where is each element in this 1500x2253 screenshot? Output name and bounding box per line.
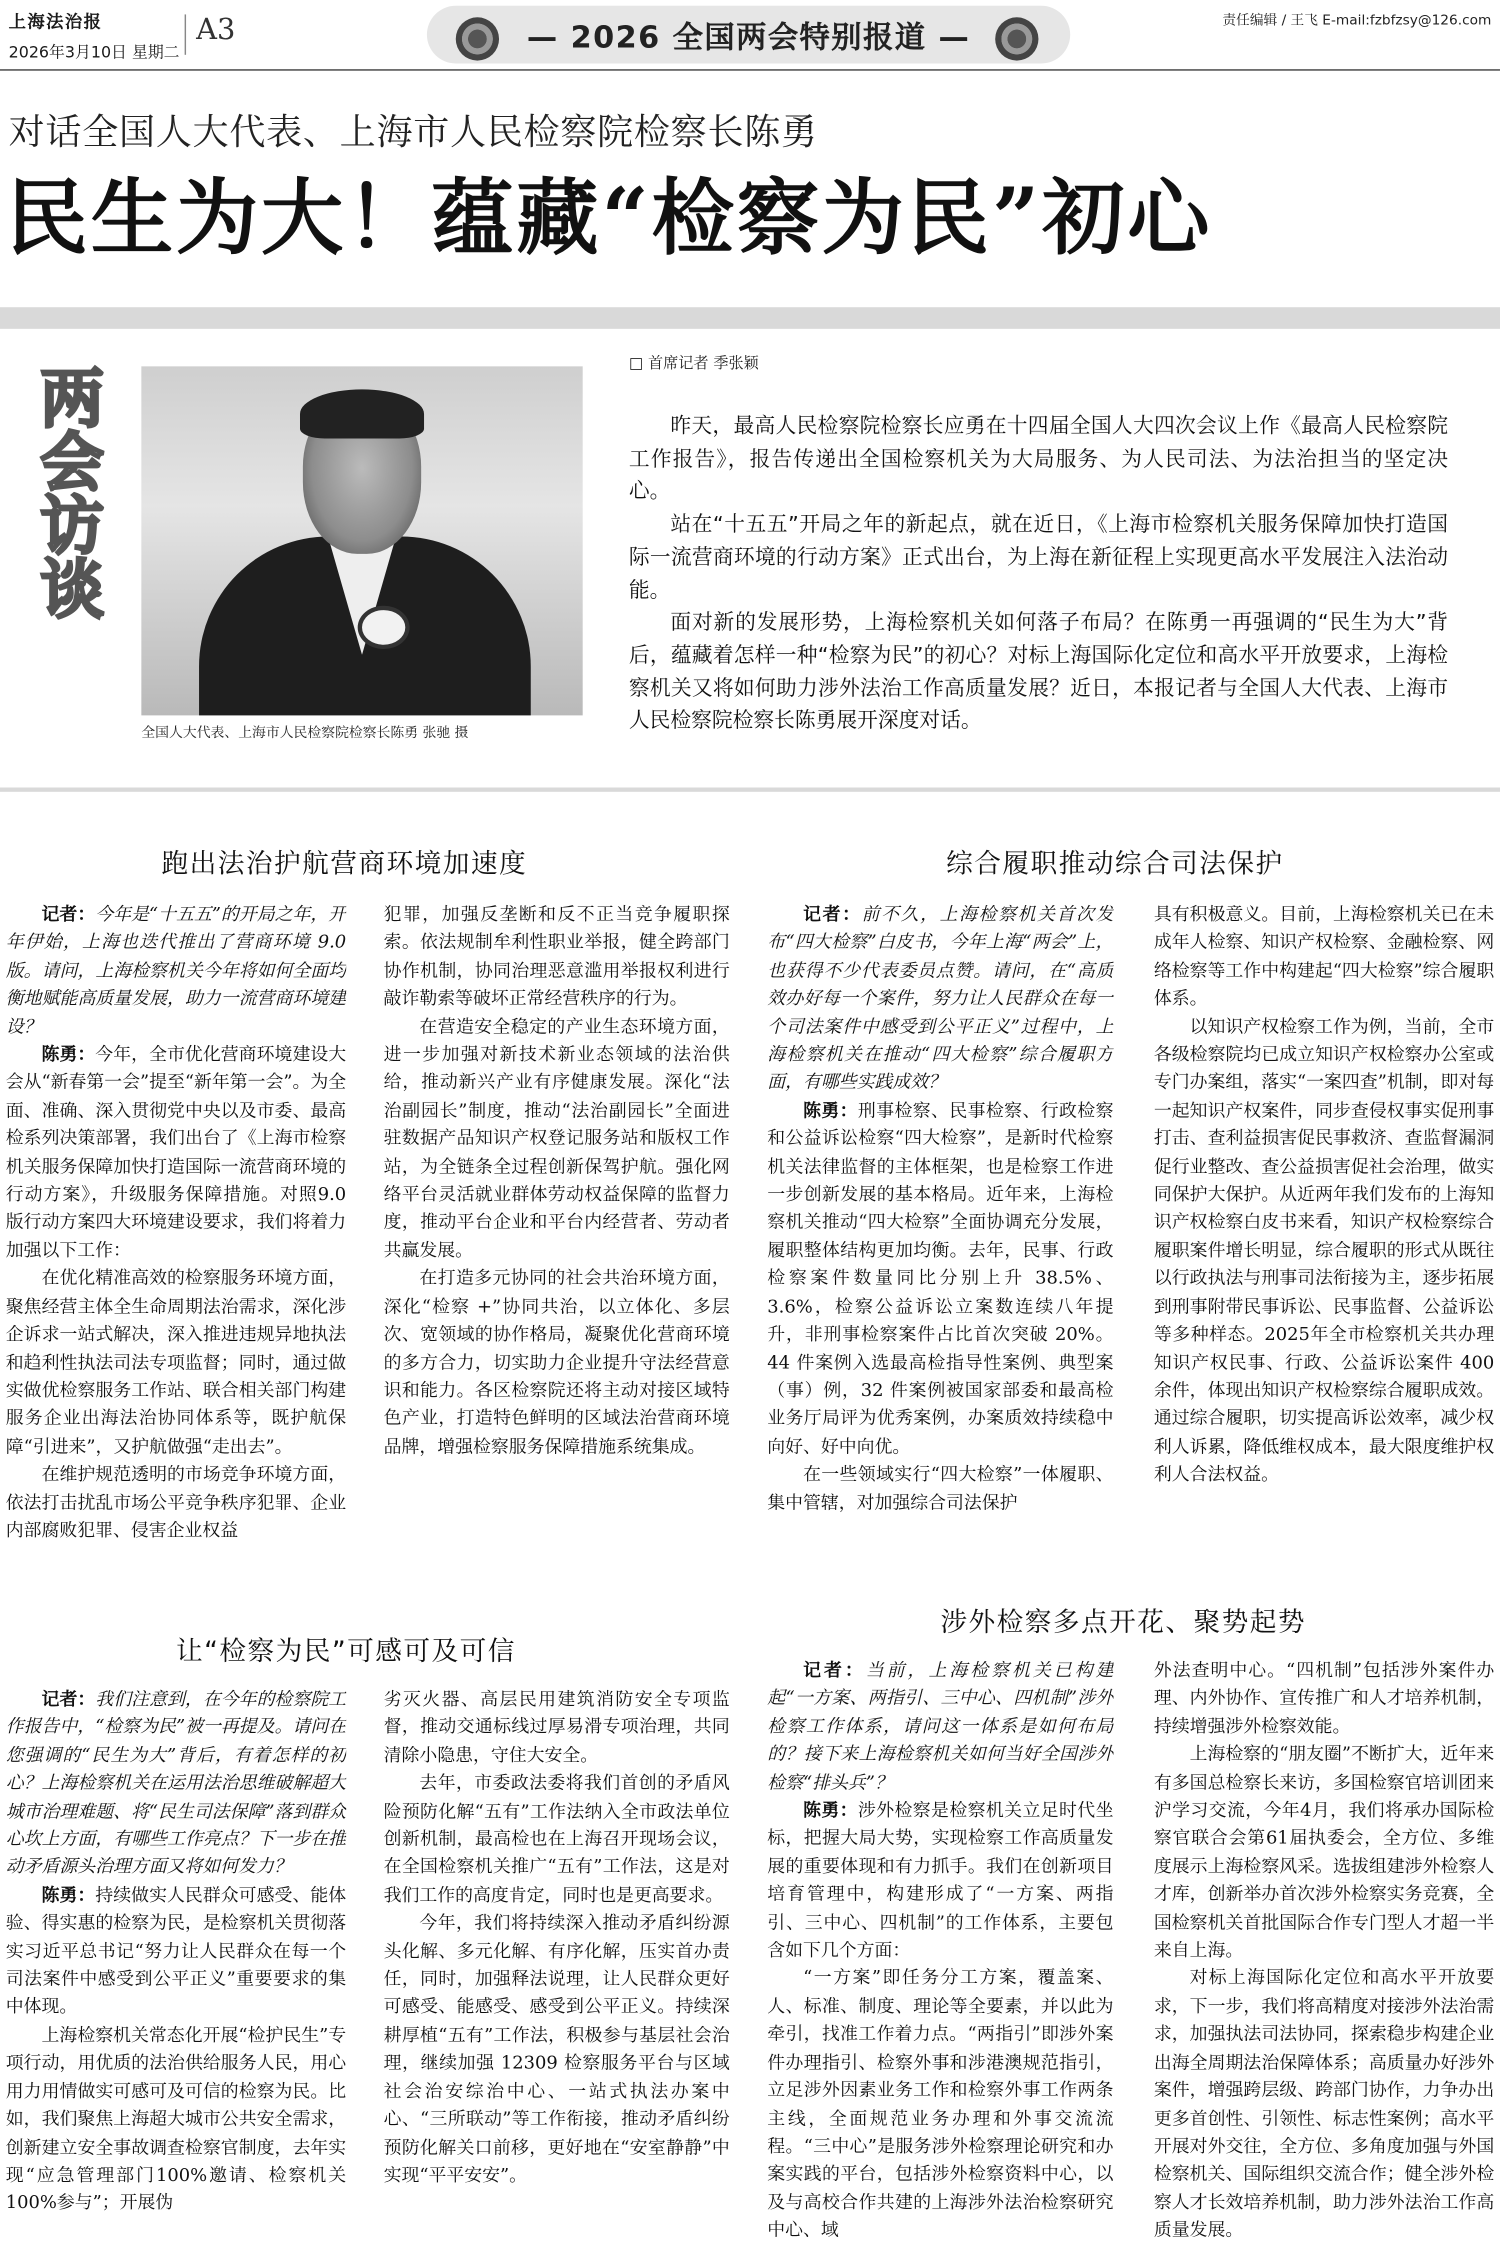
- article-paragraph: [1154, 1012, 1494, 1488]
- paragraph-text: 涉外检察是检察机关立足时代坐标，把握大局大势，实现检察工作高质量发展的重要体现和有力抓手。我们在创新项目培育管理中，构建形成了“一方案、两指引、三中心、四机制”的工作体系，主要包含如下几个方面：: [767, 1798, 1114, 1961]
- section-title-foreign: 涉外检察多点开花、聚势起势: [940, 1608, 1307, 1639]
- section-title-business: 跑出法治护航营商环境加速度: [161, 849, 528, 880]
- main-headline: 民生为大！蕴藏“检察为民”初心: [5, 170, 1213, 267]
- paragraph-text: “一方案”即任务分工方案，覆盖案、人、标准、制度、理论等全要素，并以此为牵引，找准工作着力点。“两指引”即涉外案件办理指引、检察外事和涉港澳规范指引，立足涉外因素业务工作和检察外事工作两条主线，全面规范业务办理和外事交流流程。“三中心”是服务涉外检察理论研究和办案实践的平台，包括涉外检察资料中心，以及与高校合作共建的上海涉外法治检察研究中心、域: [767, 1966, 1114, 2241]
- article-paragraph: [1154, 900, 1494, 1012]
- paragraph-text: 在营造安全稳定的产业生态环境方面，进一步加强对新技术新业态领域的法治供给，推动新兴产业有序健康发展。深化“法治副园长”制度，推动“法治副园长”全面进驻数据产品知识产权登记服务站和版权工作站，为全链条全过程创新保驾护航。强化网络平台灵活就业群体劳动权益保障的监督力度，推动平台企业和平台内经营者、劳动者共赢发展。: [383, 1014, 730, 1261]
- section-column: [384, 900, 730, 1563]
- paragraph-text: 在优化精准高效的检察服务环境方面，聚焦经营主体全生命周期法治需求，深化涉企诉求一站式解决，深入推进违规异地执法和趋利性执法司法专项监督；同时，通过做实做优检察服务工作站、联合相关部门构建服务企业出海法治协同体系等，既护航保障“引进来”，又护航做强“走出去”。: [5, 1266, 347, 1457]
- congress-emblem-icon: [995, 17, 1038, 60]
- stamp-char: 会: [40, 426, 104, 501]
- paragraph-text: 上海检察机关常态化开展“检护民生”专项行动，用优质的法治供给服务人民，用心用力用情做实可感可及可信的检察为民。比如，我们聚焦上海超大城市公共安全需求，创新建立安全事故调查检察官制度，去年实现“应急管理部门100%邀请、检察机关100%参与”；开展伪: [5, 2023, 347, 2213]
- masthead: [0, 0, 1500, 75]
- section-column: [6, 900, 346, 1563]
- paragraph-text: 刑事检察、民事检察、行政检察和公益诉讼检察“四大检察”，是新时代检察机关法律监督的主体框架，也是检察工作进一步创新发展的基本格局。近年来，上海检察机关推动“四大检察”全面协调充分发展，履职整体结构更加均衡。去年，民事、行政检察案件数量同比分别上升 38.5%、3.6%，检察公益诉讼立案数连续八年提升，非刑事检察案件占比首次突破 20%。44 件案例入选最高检指导性案例、典型案（事）例，32 件案例被国家部委和最高检业务厅局评为优秀案例，办案质效持续稳中向好、好中向优。: [767, 1098, 1114, 1457]
- paragraph-text: 上海检察的“朋友圈”不断扩大，近年来有多国总检察长来访，多国检察官培训团来沪学习交流，今年4月，我们将承办国际检察官联合会第61届执委会，全方位、多维度展示上海检察风采。选拔组建涉外检察人才库，创新举办首次涉外检察实务竞赛，全国检察机关首批国际合作专门型人才超一半来自上海。: [1153, 1742, 1495, 1961]
- section-column: [767, 1656, 1113, 2247]
- article-paragraph: [384, 1012, 730, 1264]
- section-column: [767, 900, 1113, 1563]
- paragraph-text: 前不久，上海检察机关首次发布“四大检察”白皮书，今年上海“两会”上，也获得不少代表委员点赞。请问，在“高质效办好每一个案件，努力让人民群众在每一个司法案件中感受到公平正义”过程中，上海检察机关在推动“四大检察”综合履职方面，有哪些实践成效？: [767, 902, 1114, 1093]
- paragraph-text: 对标上海国际化定位和高水平开放要求，下一步，我们将高精度对接涉外法治需求，加强执法司法协同，探索稳步构建企业出海全周期法治保障体系；高质量办好涉外案件，增强跨层级、跨部门协作，力争办出更多首创性、引领性、标志性案例；高水平开展对外交往，全方位、多角度加强与外国检察机关、国际组织交流合作；健全涉外检察人才长效培养机制，助力涉外法治工作高质量发展。: [1153, 1966, 1495, 2241]
- article-paragraph: [384, 1264, 730, 1460]
- paragraph-text: 当前，上海检察机关已构建起“一方案、两指引、三中心、四机制”涉外检察工作体系，请问这一体系是如何布局的？接下来上海检察机关如何当好全国涉外检察“排头兵”？: [767, 1658, 1114, 1793]
- paragraph-text: 以知识产权检察工作为例，当前，全市各级检察院均已成立知识产权检察办公室或专门办案组，落实“一案四查”机制，即对每一起知识产权案件，同步查侵权事实促刑事打击、查利益损害促民事救济、查监督漏洞促行业整改、查公益损害促社会治理，做实同保护大保护。从近两年我们发布的上海知识产权检察白皮书来看，知识产权检察综合履职案件增长明显，综合履职的形式从既往以行政执法与刑事司法衔接为主，逐步拓展到刑事附带民事诉讼、民事监督、公益诉讼等多种样态。2025年全市检察机关共办理知识产权民事、行政、公益诉讼案件 400 余件，体现出知识产权检察综合履职成效。通过综合履职，切实提高诉讼效率，减少权利人诉累，降低维权成本，最大限度维护权利人合法权益。: [1153, 1014, 1495, 1485]
- stamp-char: 两: [40, 363, 104, 438]
- microphone-icon: [358, 606, 410, 649]
- paragraph-text: 在打造多元协同的社会共治环境方面，深化“检察 +”协同共治，以立体化、多层次、宽领域的协作格局，凝聚优化营商环境的多方合力，切实助力企业提升守法经营意识和能力。各区检察院还将主动对接区域特色产业，打造特色鲜明的区域法治营商环境品牌，增强检察服务保障措施系统集成。: [383, 1266, 730, 1457]
- page-number: A3: [196, 11, 236, 47]
- speaker-label: 陈勇：: [41, 1042, 96, 1065]
- article-paragraph: [6, 1685, 346, 1881]
- paragraph-text: 今年是“十五五”的开局之年，开年伊始，上海也迭代推出了营商环境 9.0 版。请问，上海检察机关今年将如何全面均衡地赋能高质量发展，助力一流营商环境建设？: [5, 902, 347, 1037]
- article-paragraph: [1154, 1964, 1494, 2244]
- speaker-label: 陈勇：: [803, 1798, 858, 1821]
- kicker-title: 对话全国人大代表、上海市人民检察院检察长陈勇: [8, 111, 818, 153]
- column-stamp: [35, 363, 110, 628]
- section-title-judicial: 综合履职推动综合司法保护: [946, 849, 1284, 880]
- intro-text: [629, 411, 1448, 738]
- paragraph-text: 犯罪，加强反垄断和反不正当竞争履职探索。依法规制牟利性职业举报，健全跨部门协作机制，协同治理恶意滥用举报权利进行敲诈勒索等破坏正常经营秩序的行为。: [383, 902, 730, 1009]
- byline: □ 首席记者 季张颖: [628, 354, 759, 373]
- photo-caption: 全国人大代表、上海市人民检察院检察长陈勇 张驰 摄: [141, 725, 469, 742]
- paragraph-text: 在一些领域实行“四大检察”一体履职、集中管辖，对加强综合司法保护: [767, 1462, 1114, 1513]
- intro-paragraph: 站在“十五五”开局之年的新起点，就在近日，《上海市检察机关服务保障加快打造国际一流营商环境的行动方案》正式出台，为上海在新征程上实现更高水平发展注入法治动能。: [628, 513, 1449, 603]
- article-paragraph: [767, 1460, 1113, 1516]
- speaker-label: 记者：: [41, 1687, 96, 1710]
- speaker-label: 陈勇：: [803, 1098, 858, 1121]
- paragraph-text: 今年，我们将持续深入推动矛盾纠纷源头化解、多元化解、有序化解，压实首办责任，同时，加强释法说理，让人民群众更好可感受、能感受、感受到公平正义。持续深耕厚植“五有”工作法，积极参与基层社会治理，继续加强 12309 检察服务平台与区域社会治安综治中心、一站式执法办案中心、“三所联动”等工作衔接，推动矛盾纠纷预防化解关口前移，更好地在“安室静静”中实现“平平安安”。: [383, 1911, 730, 2185]
- paragraph-text: 去年，市委政法委将我们首创的矛盾风险预防化解“五有”工作法纳入全市政法单位创新机制，最高检也在上海召开现场会议，在全国检察机关推广“五有”工作法，这是对我们工作的高度肯定，同时也是更高要求。: [383, 1771, 730, 1906]
- article-paragraph: [767, 1656, 1113, 1796]
- article-paragraph: [384, 1909, 730, 2189]
- article-paragraph: [384, 1685, 730, 1769]
- article-paragraph: [767, 1096, 1113, 1460]
- section-column: [1154, 900, 1494, 1563]
- national-emblem-icon: [456, 17, 499, 60]
- article-paragraph: [6, 1264, 346, 1460]
- article-paragraph: [6, 900, 346, 1040]
- section-column: [6, 1685, 346, 2247]
- article-paragraph: [767, 1964, 1113, 2244]
- article-paragraph: [6, 1460, 346, 1544]
- paper-name: 上海法治报: [8, 11, 103, 32]
- issue-date: 2026年3月10日 星期二: [8, 43, 180, 63]
- portrait-photo: [141, 366, 582, 715]
- paragraph-text: 外法查明中心。“四机制”包括涉外案件办理、内外协作、宣传推广和人才培养机制，持续增强涉外检察效能。: [1153, 1658, 1495, 1737]
- stamp-char: 访: [40, 490, 104, 564]
- section-column: [1154, 1656, 1494, 2247]
- intro-paragraph: 面对新的发展形势，上海检察机关如何落子布局？在陈勇一再强调的“民生为大”背后，蕴藏着怎样一种“检察为民”的初心？对标上海国际化定位和高水平开放要求，上海检察机关又将如何助力涉外法治工作高质量发展？近日，本报记者与全国人大代表、上海市人民检察院检察长陈勇展开深度对话。: [628, 611, 1449, 734]
- article-paragraph: [1154, 1740, 1494, 1964]
- banner-title: — 2026 全国两会特别报道 —: [526, 20, 971, 55]
- article-paragraph: [384, 1769, 730, 1909]
- paragraph-text: 具有积极意义。目前，上海检察机关已在未成年人检察、知识产权检察、金融检察、网络检察等工作中构建起“四大检察”综合履职体系。: [1153, 902, 1495, 1009]
- paragraph-text: 劣灭火器、高层民用建筑消防安全专项监督，推动交通标线过厚易滑专项治理，共同清除小隐患，守住大安全。: [383, 1687, 730, 1766]
- paragraph-text: 今年，全市优化营商环境建设大会从“新春第一会”提至“新年第一会”。为全面、准确、深入贯彻党中央以及市委、最高检系列决策部署，我们出台了《上海市检察机关服务保障加快打造国际一流营商环境的行动方案》，升级服务保障措施。对照9.0版行动方案四大环境建设要求，我们将着力加强以下工作：: [5, 1042, 347, 1261]
- paragraph-text: 我们注意到，在今年的检察院工作报告中，“检察为民”被一再提及。请问在您强调的“民生为大”背后，有着怎样的初心？上海检察机关在运用法治思维破解超大城市治理难题、将“民生司法保障”落到群众心坎上方面，有哪些工作亮点？下一步在推动矛盾源头治理方面又将如何发力？: [5, 1687, 347, 1878]
- stamp-char: 谈: [40, 553, 104, 628]
- section-title-people: 让“检察为民”可感可及可信: [175, 1637, 516, 1668]
- masthead-rule: [0, 69, 1500, 70]
- masthead-divider: [185, 14, 186, 54]
- article-paragraph: [6, 2020, 346, 2216]
- article-paragraph: [384, 900, 730, 1012]
- article-paragraph: [6, 1040, 346, 1264]
- section-column: [384, 1685, 730, 2247]
- editor-credit: 责任编辑 / 王飞 E-mail:fzbfzsy@126.com: [1222, 12, 1492, 29]
- speaker-label: 陈勇：: [41, 1883, 96, 1906]
- article-paragraph: [767, 900, 1113, 1096]
- speaker-label: 记者：: [803, 1658, 866, 1681]
- article-paragraph: [767, 1796, 1113, 1964]
- paragraph-text: 在维护规范透明的市场竞争环境方面，依法打击扰乱市场公平竞争秩序犯罪、企业内部腐败犯罪、侵害企业权益: [5, 1462, 347, 1541]
- paragraph-text: 持续做实人民群众可感受、能体验、得实惠的检察为民，是检察机关贯彻落实习近平总书记“努力让人民群众在每一个司法案件中感受到公平正义”重要要求的集中体现。: [5, 1883, 347, 2018]
- article-paragraph: [6, 1881, 346, 2021]
- intro-paragraph: 昨天，最高人民检察院检察长应勇在十四届全国人大四次会议上作《最高人民检察院工作报告》，报告传递出全国检察机关为大局服务、为人民司法、为法治担当的坚定决心。: [628, 415, 1449, 504]
- speaker-label: 记者：: [41, 902, 96, 925]
- special-report-banner: [427, 6, 1070, 64]
- article-paragraph: [1154, 1656, 1494, 1740]
- speaker-label: 记者：: [803, 902, 862, 925]
